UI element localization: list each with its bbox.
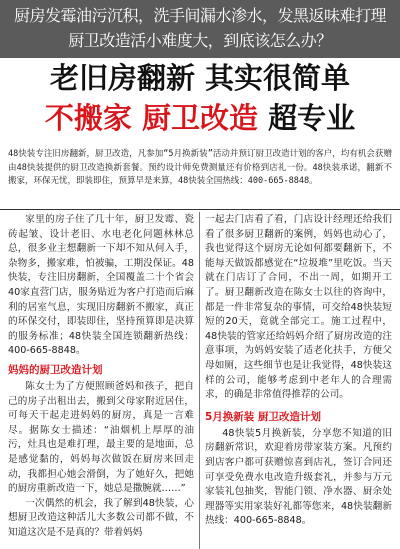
top-banner (0, 0, 400, 58)
left-paragraph-2: 陈女士为了方便照顾爸妈和孩子，把自己的房子出租出去，搬到父母家附近居住，可每天干起走进妈妈的厨房，真是一言难尽。据陈女士描述：“油烟机上厚厚的油污，灶具也是难打理，最主要的是地面，总是感觉黏的，妈妈每次做饭在厨房来回走动，我都担心她会滑倒，为了她好久，把她的厨房重新改造一下，她总是撒腕就……” (8, 380, 194, 495)
left-paragraph-1: 家里的房子住了几十年，厨卫发霉、瓷砖起皱、设计老旧、水电老化问题林林总总，很多业主想翻新一下却不知从何入手，杂物多，搬家难，怕被骗，工期没保证。48快装，专注旧房翻新，全国覆盖二十个省会40家直营门店，服务贴近为客户打造而后麻利的居室气息，实现旧房翻新不搬家，真正的环保交付，即装即住，坚持预算即是决算的服务标准；48快装全国连锁翻新热线：400-665-8848。 (8, 214, 194, 357)
left-paragraph-3: 一次偶然的机会，我了解到48快装，心想厨卫改造这种活儿大多数公司都不做，不知道这次是不是真的？带着妈妈 (8, 497, 194, 538)
headline-2-red: 不搬家 厨卫改造 (44, 101, 258, 135)
right-column (205, 213, 392, 529)
headline-2-black: 超专业 (268, 101, 356, 135)
headline-2 (0, 100, 400, 136)
intro-paragraph: 48快装专注旧房翻新，厨卫改造，凡参加“5月换新装”活动并预订厨卫改造计划的客户，均有机会获赠由48快装提供的厨卫改造换新套餐。预约设计师免费测量还有价格到店礼一份。48快装承诺，翻新不搬家，环保无忧，即装即住，预算早是来算，48快装全国热线：400-665-8848。 (8, 149, 392, 186)
left-column (8, 213, 194, 540)
section-title-mom-kitchen: 妈妈的厨卫改造计划 (8, 363, 103, 376)
section-title-may-renew: 5月换新装 厨卫改造计划 (205, 410, 321, 423)
banner-line-2: 厨卫改造活小难度大，到底该怎么办？ (68, 31, 332, 50)
divider-rule (0, 209, 400, 210)
right-paragraph-1: 一起去门店看了看，门店设计经理还给我们看了很多厨卫翻新的案例，妈妈也动心了，我也觉得这个厨房无论如何都要翻新下，不能每天做饭都感觉在“垃圾堆”里吃饭。当天就在门店订了合同，不出一周，如期开工了。厨卫翻新改造在陈女士以往的咨询中，都是一件非常复杂的事情，可交给48快装短短的20天，竟就全部完工。施工过程中，48快装的管家还给妈妈介绍了厨房改造的注意事项，为妈妈安装了适老化扶手，方便父母如厕，这些细节也是让我觉得，48快装这样的公司，能够考虑到中老年人的合理需求，的确是非常值得推荐的公司。 (205, 214, 392, 401)
right-paragraph-2: 48快装5月换新装，分享您不知道的旧房翻新常识，欢迎着房带家装方案。凡预约到店客户都可获赠惊喜到店礼，签订合同还可享受免费水电改造升级套礼，并参与万元家装礼包抽奖，智能门锁、净水器、厨余处理器等实用家装好礼都等您来，48快装翻新热线：400-665-8848。 (205, 427, 392, 527)
headline-1: 老旧房翻新 其实很简单 (49, 61, 351, 95)
banner-line-1: 厨房发霉油污沉积，洗手间漏水渗水，发黑返味难打理 (13, 6, 386, 25)
column-separator (199, 212, 200, 549)
